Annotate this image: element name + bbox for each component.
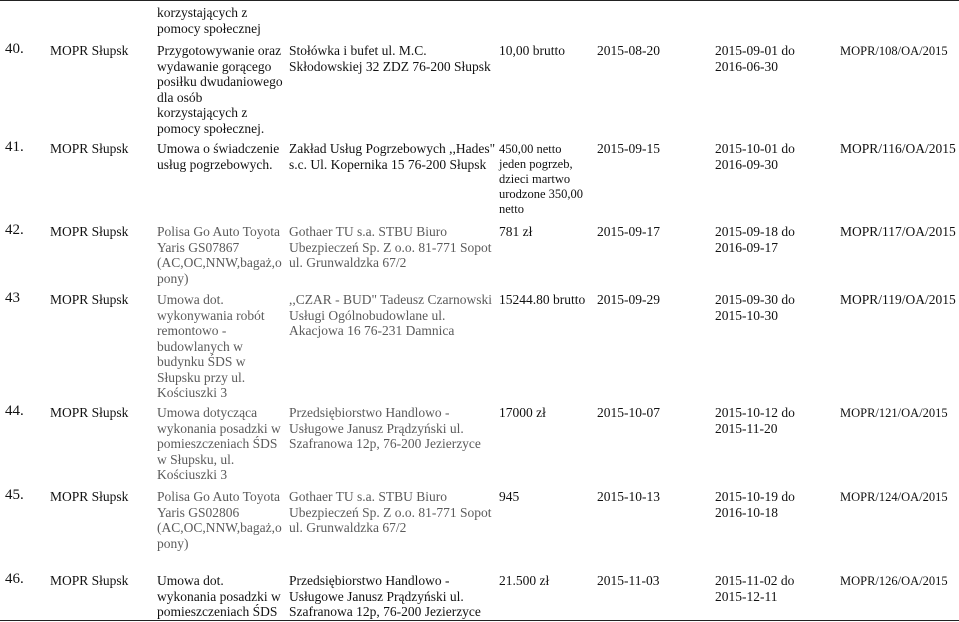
table-cell-subject: Umowa dot. wykonywania robót remontowo - budowlanych w budynku ŚDS w Słupsku przy ul. Kościuszki 3	[157, 292, 265, 400]
table-cell-contractor: Gothaer TU s.a. STBU Biuro Ubezpieczeń Sp. Z o.o. 81-771 Sopot ul. Grunwaldzka 67/2	[289, 489, 492, 535]
table-cell-reference: MOPR/121/OA/2015	[840, 406, 948, 420]
table-cell-subject: Polisa Go Auto Toyota Yaris GS02806 (AC,OC,NNW,bagaż,o pony)	[157, 489, 282, 551]
table-cell-organization: MOPR Słupsk	[50, 405, 129, 420]
table-cell-contractor: Przedsiębiorstwo Handlowo - Usługowe Janusz Prądzyński ul. Szafranowa 12p, 76-200 Jezierzyce	[289, 405, 481, 451]
table-cell-contractor: Gothaer TU s.a. STBU Biuro Ubezpieczeń Sp. Z o.o. 81-771 Sopot ul. Grunwaldzka 67/2	[289, 224, 492, 270]
table-cell-number: 43	[5, 290, 20, 306]
table-cell-number: 45.	[5, 487, 24, 503]
table-cell-subject: Polisa Go Auto Toyota Yaris GS07867 (AC,OC,NNW,bagaż,o pony)	[157, 224, 282, 286]
table-cell-subject: korzystających z pomocy społecznej	[157, 5, 261, 36]
table-cell-contractor: ,,CZAR - BUD" Tadeusz Czarnowski Usługi Ogólnobudowlane ul. Akacjowa 16 76-231 Damnica	[289, 292, 493, 338]
table-cell-reference: MOPR/119/OA/2015	[840, 292, 956, 307]
table-cell-contractor: Stołówka i bufet ul. M.C. Skłodowskiej 32 ZDZ 76-200 Słupsk	[289, 43, 491, 74]
table-cell-period: 2015-10-01 do 2016-09-30	[715, 141, 795, 172]
table-cell-organization: MOPR Słupsk	[50, 489, 129, 504]
table-cell-organization: MOPR Słupsk	[50, 573, 129, 588]
table-cell-number: 40.	[5, 41, 24, 57]
table-cell-number: 46.	[5, 571, 24, 587]
table-cell-date: 2015-08-20	[597, 43, 660, 58]
table-cell-value: 17000 zł	[499, 405, 546, 420]
table-cell-subject: Umowa dotycząca wykonania posadzki w pomieszczeniach ŚDS w Słupsku, ul. Kościuszki 3	[157, 405, 281, 482]
table-cell-value: 450,00 netto jeden pogrzeb, dzieci martwo urodzone 350,00 netto	[499, 142, 584, 216]
table-cell-date: 2015-09-17	[597, 224, 660, 239]
table-cell-number: 41.	[5, 139, 24, 155]
table-cell-value: 945	[499, 489, 520, 504]
table-cell-organization: MOPR Słupsk	[50, 224, 129, 239]
table-cell-reference: MOPR/124/OA/2015	[840, 490, 948, 504]
table-cell-period: 2015-09-30 do 2015-10-30	[715, 292, 795, 323]
table-cell-reference: MOPR/108/OA/2015	[840, 44, 948, 58]
table-cell-organization: MOPR Słupsk	[50, 292, 129, 307]
table-cell-date: 2015-10-07	[597, 405, 660, 420]
table-cell-reference: MOPR/116/OA/2015	[840, 141, 956, 156]
table-cell-subject: Przygotowywanie oraz wydawanie gorącego posiłku dwudaniowego dla osób korzystających z pomocy społecznej.	[157, 43, 283, 136]
table-cell-number: 42.	[5, 222, 24, 238]
table-cell-subject: Umowa dot. wykonania posadzki w pomieszczeniach ŚDS	[157, 573, 281, 619]
table-cell-date: 2015-09-29	[597, 292, 660, 307]
table-cell-period: 2015-09-01 do 2016-06-30	[715, 43, 795, 74]
table-cell-period: 2015-11-02 do 2015-12-11	[715, 573, 795, 604]
table-cell-value: 21.500 zł	[499, 573, 550, 588]
table-cell-number: 44.	[5, 403, 24, 419]
table-cell-date: 2015-09-15	[597, 141, 660, 156]
table-cell-organization: MOPR Słupsk	[50, 43, 129, 58]
table-cell-contractor: Przedsiębiorstwo Handlowo - Usługowe Janusz Prądzyński ul. Szafranowa 12p, 76-200 Jezierzyce	[289, 573, 481, 619]
table-cell-organization: MOPR Słupsk	[50, 141, 129, 156]
table-cell-date: 2015-10-13	[597, 489, 660, 504]
table-cell-value: 15244.80 brutto	[499, 292, 586, 307]
table-cell-reference: MOPR/117/OA/2015	[840, 224, 956, 239]
table-cell-period: 2015-10-19 do 2016-10-18	[715, 489, 795, 520]
table-cell-subject: Umowa o świadczenie usług pogrzebowych.	[157, 141, 280, 172]
table-cell-period: 2015-09-18 do 2016-09-17	[715, 224, 795, 255]
row-separator	[0, 0, 959, 1]
table-cell-period: 2015-10-12 do 2015-11-20	[715, 405, 795, 436]
table-cell-reference: MOPR/126/OA/2015	[840, 574, 948, 588]
table-cell-value: 781 zł	[499, 224, 533, 239]
table-cell-date: 2015-11-03	[597, 573, 660, 588]
table-cell-contractor: Zakład Usług Pogrzebowych ,,Hades" s.c. Ul. Kopernika 15 76-200 Słupsk	[289, 141, 496, 172]
row-separator	[0, 620, 959, 621]
table-cell-value: 10,00 brutto	[499, 43, 565, 58]
